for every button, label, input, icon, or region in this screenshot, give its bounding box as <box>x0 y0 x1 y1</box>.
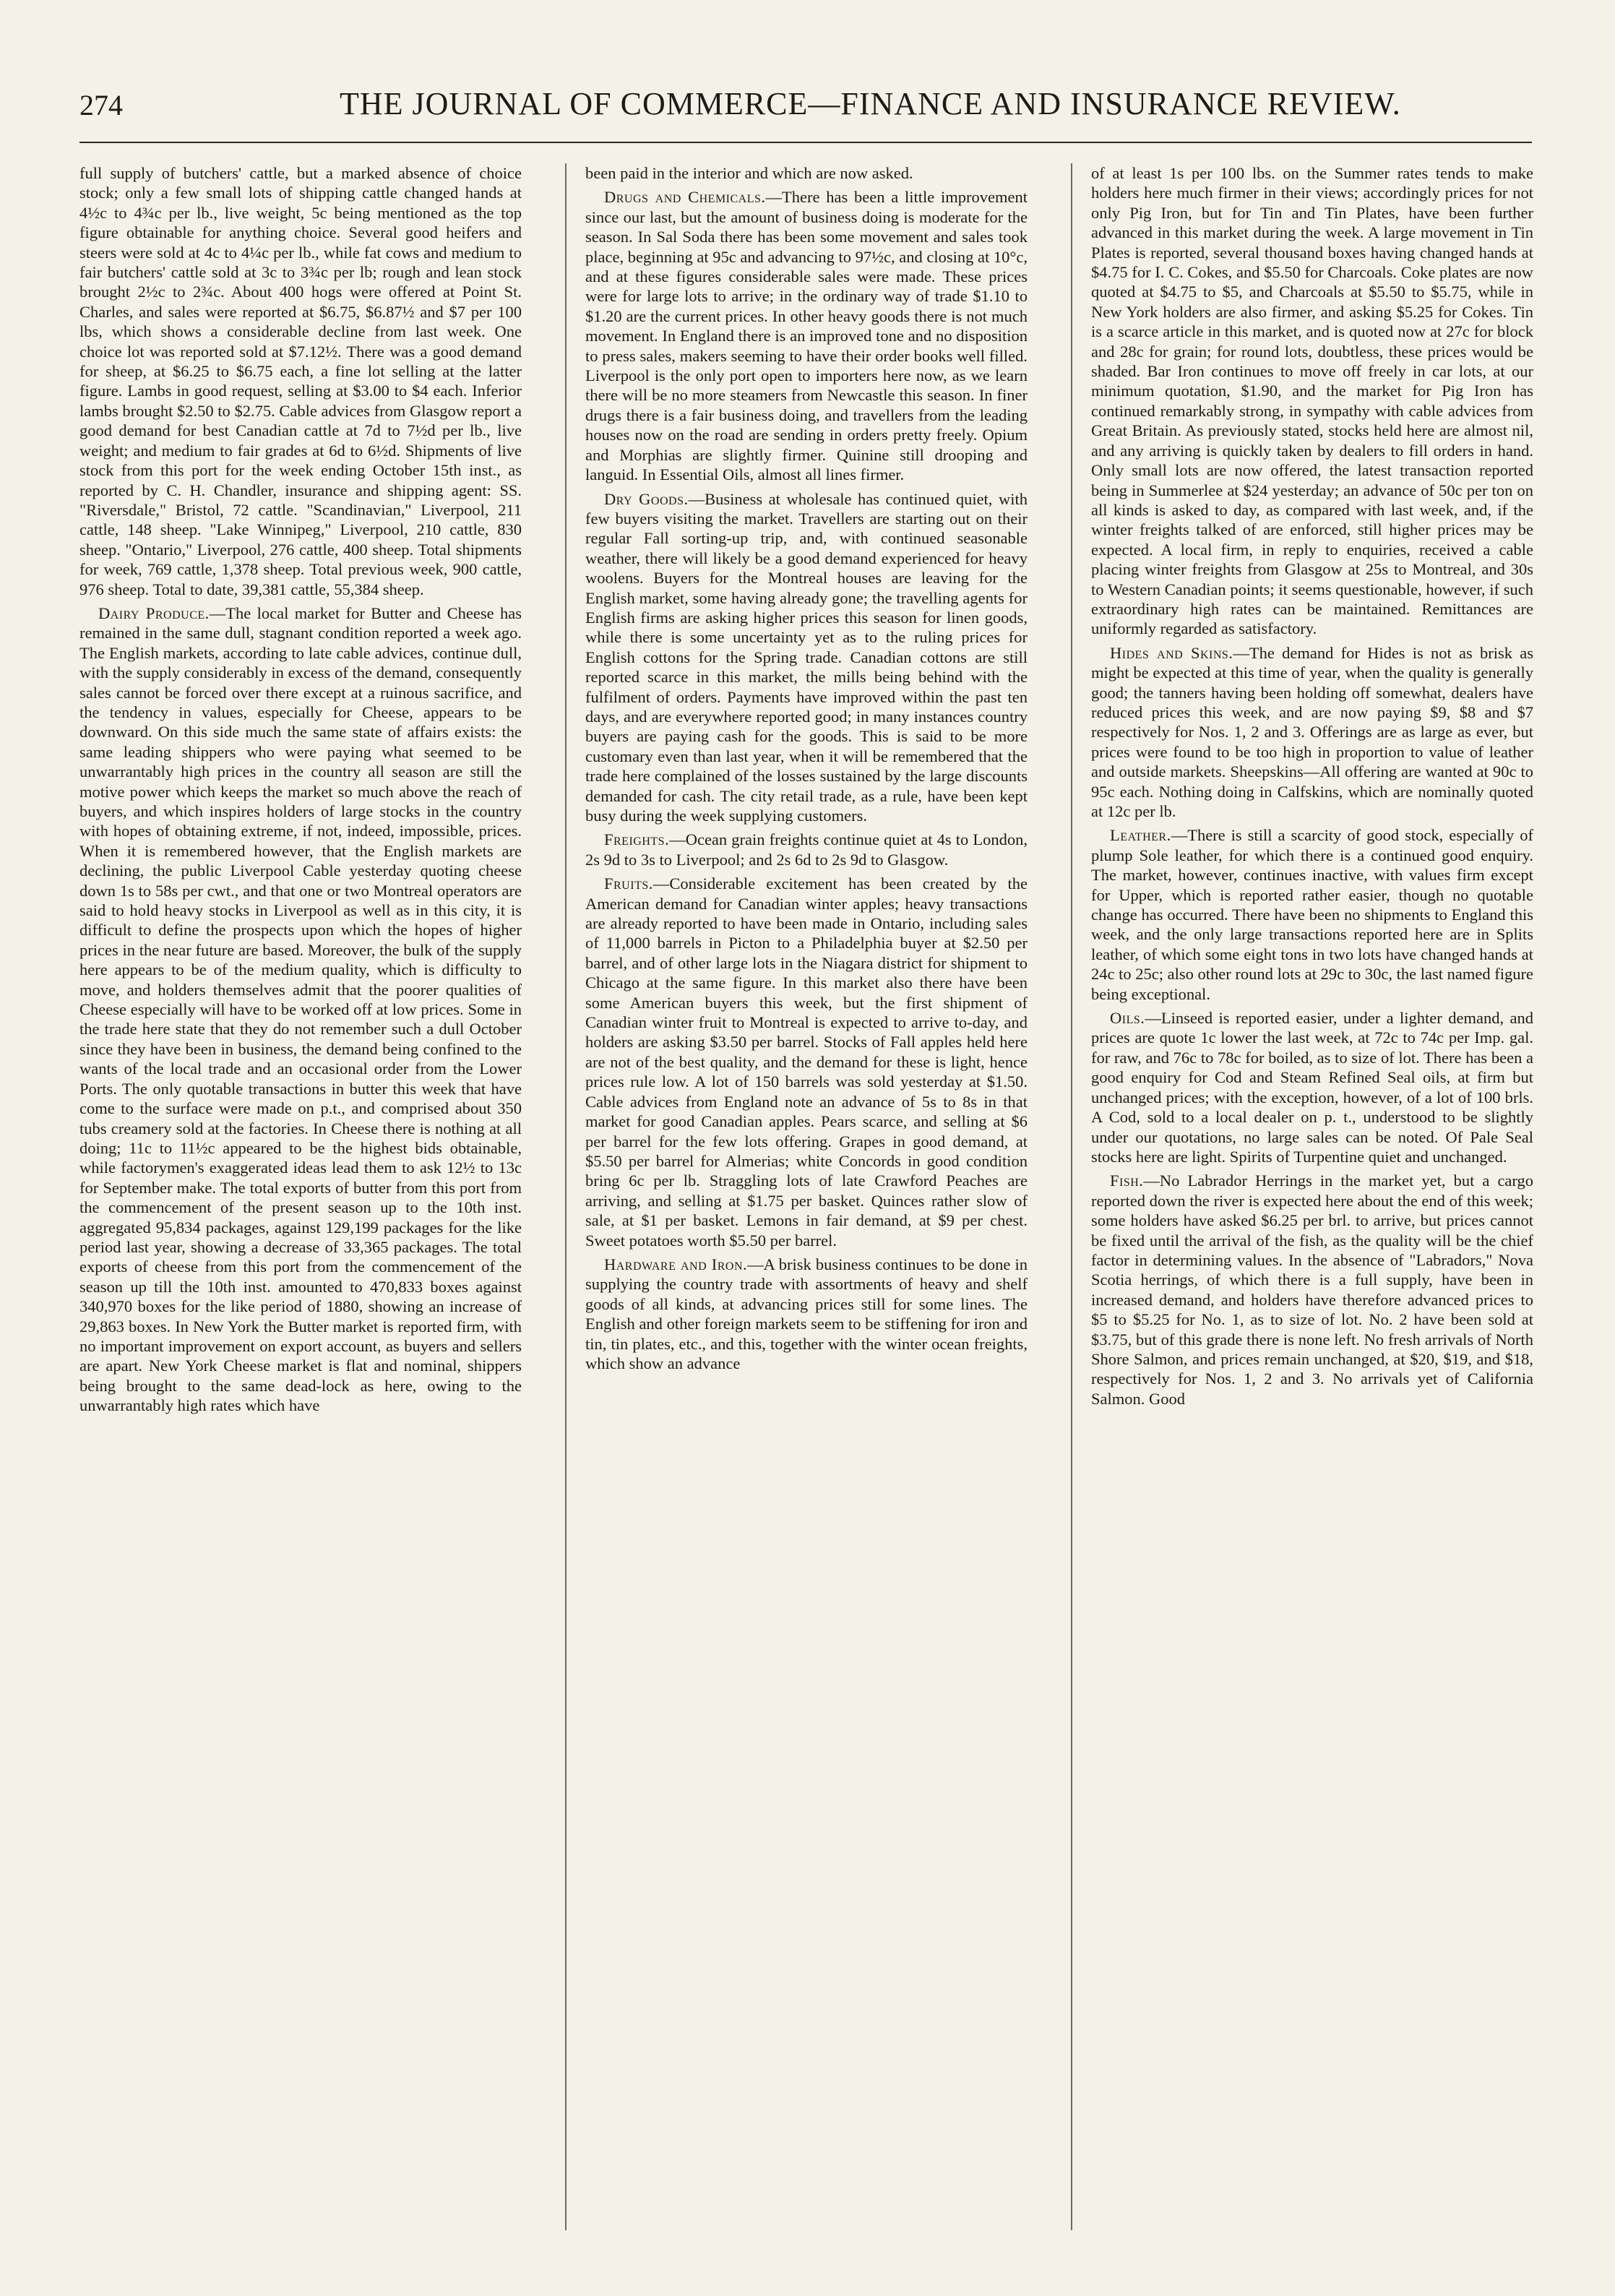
paragraph-text: —There is still a scarcity of good stock, especially of plump Sole leather, for which there is a continued good enquiry. The market, however, continues inactive, with values firm except for Upper, which is reported rather easier, though no quotable change has occurred. There have been no shipments to England this week, and the only large transactions reported here are in Splits leather, of which some eight tons in two lots have changed hands at 24c to 25c; also other round lots at 29c to 30c, the last named figure being exceptional. <box>1091 826 1533 1003</box>
article-paragraph <box>585 163 1028 183</box>
paragraph-text: —The demand for Hides is not as brisk as might be expected at this time of year, when the quality is generally good; the tanners having been holding off somewhat, dealers have reduced prices this week, and are now paying $9, $8 and $7 respectively for Nos. 1, 2 and 3. Offerings are as large as ever, but prices were found to be too high in proportion to value of leather and outside markets. Sheepskins—All offering are wanted at 90c to 95c each. Nothing doing in Calfskins, which are nominally quoted at 12c per lb. <box>1091 643 1533 820</box>
column-1 <box>79 163 522 2245</box>
column-3 <box>1091 163 1533 2245</box>
paragraph-text: full supply of butchers' cattle, but a marked absence of choice stock; only a few small lots of shipping cattle changed hands at 4½c to 4¾c per lb., live weight, 5c being mentioned as the top figure obtainable for anything choice. Several good heifers and steers were sold at 4c to 4¼c per lb., while fat cows and medium to fair butchers' cattle sold at 3c to 3¾c per lb; rough and lean stock brought 2½c to 2¾c. About 400 hogs were offered at Point St. Charles, and sales were reported at $6.75, $6.87½ and $7 per 100 lbs, which shows a considerable decline from last week. One choice lot was reported sold at $7.12½. There was a good demand for sheep, at $6.25 to $6.75 each, a fine lot selling at the latter figure. Lambs in good request, selling at $3.00 to $4 each. Inferior lambs brought $2.50 to $2.75. Cable advices from Glasgow report a good demand for best Canadian cattle at 7d to 7½d per lb., live weight; and medium to fair grades at 6d to 6½d. Shipments of live stock from this port for the week ending October 15th inst., as reported by C. H. Chandler, insurance and shipping agent: SS. "Riversdale," Bristol, 72 cattle. "Scandinavian," Liverpool, 211 cattle, 148 sheep. "Lake Winnipeg," Liverpool, 210 cattle, 830 sheep. "Ontario," Liverpool, 276 cattle, 400 sheep. Total shipments for week, 769 cattle, 1,378 sheep. Total previous week, 900 cattle, 976 sheep. Total to date, 39,381 cattle, 55,384 sheep. <box>79 164 522 598</box>
paragraph-text: —Considerable excitement has been created by the American demand for Canadian winter apples; heavy transactions are already reported to have been made in Ontario, including sales of 11,000 barrels in Picton to a Philadelphia buyer at $2.50 per barrel, and of other large lots in the Niagara district for shipment to Chicago at the same figure. In this market also there have been some American buyers this week, but the first shipment of Canadian winter fruit to Montreal is expected to arrive to-day, and holders are asking $3.50 per barrel. Stocks of Fall apples held here are not of the best quality, and the demand for these is light, hence prices rule low. A lot of 150 barrels was sold yesterday at $1.50. Cable advices from England note an advance of 5s to 8s in that market for good Canadian apples. Pears scarce, and selling at $6 per barrel for the few lots offering. Grapes in good demand, at $5.50 per barrel for Almerias; white Concords in good condition bring 6c per lb. Straggling lots of late Crawford Peaches are arriving, and selling at $1.75 per basket. Quinces rather slow of sale, at $1 per basket. Lemons in fair demand, at $9 per chest. Sweet potatoes worth $5.50 per barrel. <box>585 874 1028 1250</box>
article-paragraph <box>1091 1008 1533 1166</box>
article-paragraph <box>79 163 522 599</box>
article-paragraph <box>1091 1171 1533 1409</box>
page-number: 274 <box>79 89 123 121</box>
article-paragraph <box>585 187 1028 484</box>
section-heading: Dry Goods. <box>604 489 689 508</box>
paragraph-text: been paid in the interior and which are now asked. <box>585 164 913 182</box>
section-heading: Dairy Produce. <box>98 603 210 622</box>
section-heading: Freights. <box>604 830 670 849</box>
section-heading: Hides and Skins. <box>1110 643 1233 662</box>
article-paragraph <box>585 1255 1028 1373</box>
paragraph-text: —Ocean grain freights continue quiet at 4s to London, 2s 9d to 3s to Liverpool; and 2s 6d to 2s 9d to Glasgow. <box>585 830 1028 869</box>
article-paragraph <box>79 603 522 1416</box>
paragraph-text: —There has been a little improvement since our last, but the amount of business doing is moderate for the season. In Sal Soda there has been some movement and sales took place, beginning at 95c and advancing to 97½c, and closing at 10°c, and at these figures considerable sales were made. These prices were for large lots to arrive; in the ordinary way of trade $1.10 to $1.20 are the current prices. In other heavy goods there is not much movement. In England there is an improved tone and no disposition to press sales, makers seeming to have their order books well filled. Liverpool is the only port open to importers here now, as we learn there will be no more steamers from Newcastle this season. In finer drugs there is a fair business doing, and travellers from the leading houses now on the road are sending in orders pretty freely. Opium and Morphias are slightly firmer. Quinine still drooping and languid. In Essential Oils, almost all lines firmer. <box>585 188 1028 484</box>
section-heading: Hardware and Iron. <box>604 1255 748 1273</box>
paragraph-text: —Linseed is reported easier, under a lighter demand, and prices are quote 1c lower the last week, at 72c to 74c per Imp. gal. for raw, and 76c to 78c for boiled, as to size of lot. There has been a good enquiry for Cod and Steam Refined Seal oils, at firm but unchanged prices; with the exception, however, of a lot of 100 brls. A Cod, sold to a local dealer on p. t., understood to be slightly under our quotations, no large sales can be noted. Of Pale Seal stocks here are light. Spirits of Turpentine quiet and unchanged. <box>1091 1009 1533 1166</box>
section-heading: Oils. <box>1110 1009 1145 1028</box>
header-rule <box>79 142 1532 143</box>
page-header <box>79 85 1532 129</box>
paragraph-text: —A brisk business continues to be done in supplying the country trade with assortments of heavy and shelf goods of all kinds, at advancing prices still for some lines. The English and other foreign markets seem to be stiffening for iron and tin, tin plates, etc., and this, together with the winter ocean freights, which show an advance <box>585 1255 1028 1372</box>
article-paragraph <box>1091 643 1533 822</box>
article-paragraph <box>1091 163 1533 639</box>
paragraph-text: —No Labrador Herrings in the market yet, but a cargo reported down the river is expected here about the end of this week; some holders have asked $6.25 per brl. to arrive, but prices cannot be fixed until the arrival of the fish, as the quality will be the chief factor in determining values. In the absence of "Labradors," Nova Scotia herrings, of which there is a full supply, have been in increased demand, and holders have therefore advanced prices to $5 to $5.25 for No. 1, as to size of lot. No. 2 have been sold at $3.75, but of this grade there is none left. No fresh arrivals of North Shore Salmon, and prices remain unchanged, at $20, $19, and $18, respectively for Nos. 1, 2 and 3. No arrivals yet of California Salmon. Good <box>1091 1171 1533 1408</box>
column-2 <box>585 163 1028 2245</box>
article-paragraph <box>585 830 1028 869</box>
paragraph-text: of at least 1s per 100 lbs. on the Summer rates tends to make holders here much firmer in their views; accordingly prices for not only Pig Iron, but for Tin and Tin Plates, have been further advanced in this market during the week. A large movement in Tin Plates is reported, several thousand boxes having changed hands at $4.75 for I. C. Cokes, and $5.50 for Charcoals. Coke plates are now quoted at $4.75 to $5, and Charcoals at $5.50 to $5.75, while in New York holders are also firmer, and asking $5.25 for Cokes. Tin is a scarce article in this market, and is quoted now at 27c for block and 28c for grain; for round lots, doubtless, these prices would be shaded. Bar Iron continues to move off freely in car lots, at our minimum quotation, $1.90, and the market for Pig Iron has continued remarkably strong, in sympathy with cable advices from Great Britain. As previously stated, stocks held here are almost nil, and any arriving is quickly taken by dealers to fill orders in hand. Only small lots are now offered, the latest transaction reported being in Summerlee at $24 yesterday; an advance of 50c per ton on all kinds is asked to day, as compared with last week, and, if the winter freights talked of are enforced, still higher prices may be expected. A local firm, in reply to enquiries, received a cable placing winter freights from Glasgow at 25s to Montreal, and 30s to Western Canadian points; it seems questionable, however, if such extraordinary high rates can be maintained. Remittances are uniformly regarded as satisfactory. <box>1091 164 1533 638</box>
section-heading: Drugs and Chemicals. <box>604 188 766 207</box>
paragraph-text: —Business at wholesale has continued quiet, with few buyers visiting the market. Travellers are starting out on their regular Fall sorting-up trip, and, with continued seasonable weather, there will likely be a good demand experienced for heavy woolens. Buyers for the Montreal houses are leaving for the English market, some having already gone; the travelling agents for English firms are asking higher prices this season for linen goods, while there is some uncertainty yet as to the ruling prices for English cottons for the Spring trade. Canadian cottons are still reported scarce in this market, the mills being behind with the fulfilment of orders. Payments have improved within the past ten days, and are everywhere reported good; in many instances country buyers are paying cash for the goods. This is said to be more customary even than last year, when it will be remembered that the trade here complained of the losses sustained by the large discounts demanded for cash. The city retail trade, as a rule, have been kept busy during the week supplying customers. <box>585 489 1028 825</box>
section-heading: Fish. <box>1110 1171 1144 1190</box>
article-paragraph <box>1091 825 1533 1004</box>
article-paragraph <box>585 489 1028 826</box>
article-paragraph <box>585 874 1028 1250</box>
section-heading: Leather. <box>1110 826 1171 845</box>
running-head: THE JOURNAL OF COMMERCE—FINANCE AND INSURANCE REVIEW. <box>340 86 1401 121</box>
text-columns <box>79 163 1532 2245</box>
section-heading: Fruits. <box>604 874 653 893</box>
paragraph-text: —The local market for Butter and Cheese has remained in the same dull, stagnant condition reported a week ago. The English markets, according to late cable advices, continue dull, with the supply considerably in excess of the demand, consequently sales cannot be forced over there except at a ruinous sacrifice, and the tendency in values, especially for Cheese, appears to be downward. On this side much the same state of affairs exists: the same leading shippers who were paying what seemed to be unwarrantably high prices in the country all season are still the motive power which keeps the market so much above the reach of buyers, and which inspires holders of large stocks in the country with hopes of obtaining extreme, if not, indeed, impossible, prices. When it is remembered however, that the English markets are declining, the public Liverpool Cable yesterday quoting cheese down 1s to 58s per cwt., and that one or two Montreal operators are said to hold heavy stocks in Liverpool as well as in this city, it is difficult to define the prospects upon which the hopes of higher prices in the near future are based. Moreover, the bulk of the supply here appears to be of the medium quality, which is difficulty to move, and holders themselves admit that the poorer qualities of Cheese especially will have to be worked off at low prices. Some in the trade here state that they do not remember such a dull October since they have been in business, the demand being confined to the wants of the local trade and an occasional order from the Lower Ports. The only quotable transactions in butter this week that have come to the surface were made on p.t., and comprised about 350 tubs creamery sold at the factories. In Cheese there is nothing at all doing; 11c to 11½c appeared to be the highest bids obtainable, while factorymen's exaggerated ideas lead them to ask 12½ to 13c for September make. The total exports of butter from this port from the commencement of the present season up to the 10th inst. aggregated 95,834 packages, against 129,199 packages for the like period last year, showing a decrease of 33,365 packages. The total exports of cheese from this port from the commencement of the season up till the 10th inst. amounted to 470,833 boxes against 340,970 boxes for the like period of 1880, showing an increase of 29,863 boxes. In New York the Butter market is reported firm, with no important improvement on export account, as buyers and sellers are apart. New York Cheese market is flat and nominal, shippers being brought to the same dead-lock as here, owing to the unwarrantably high rates which have <box>79 603 522 1415</box>
